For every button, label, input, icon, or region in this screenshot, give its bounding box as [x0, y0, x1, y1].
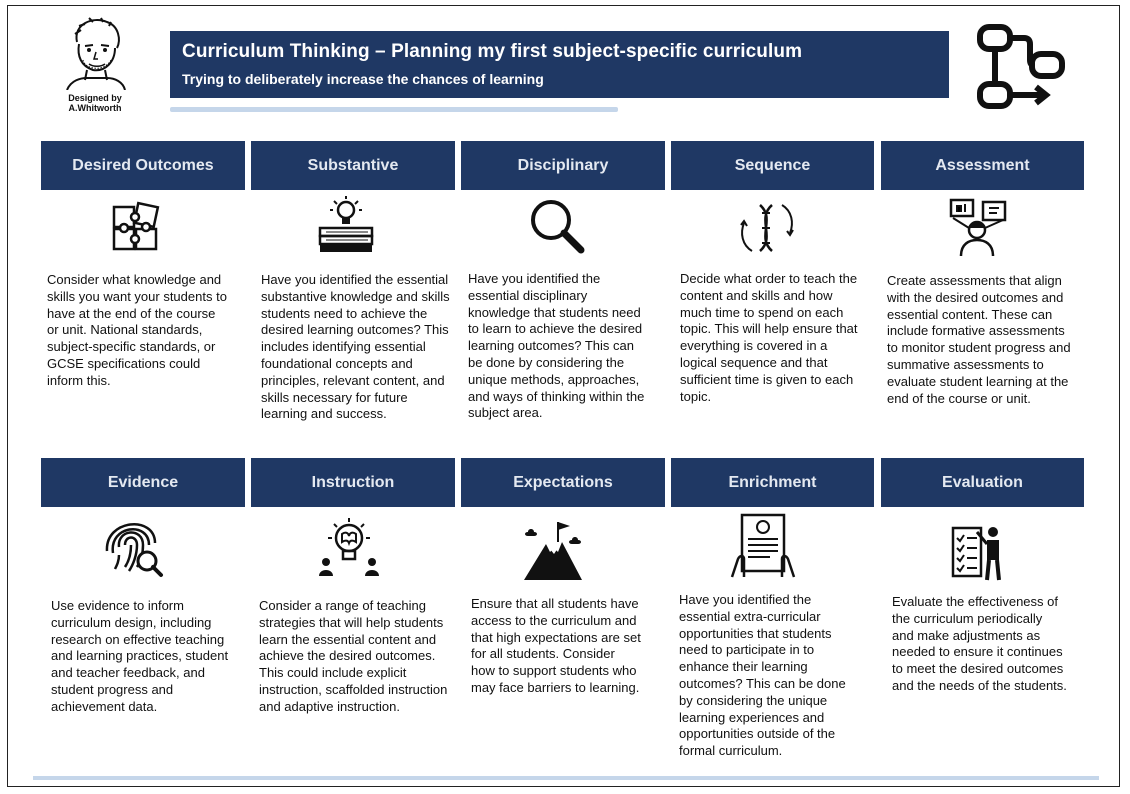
- designed-by-line1: Designed by: [68, 93, 122, 103]
- disciplinary-text: Have you identified the essential disciplinary knowledge that students need to learn to achieve the desired learning outcomes? This can be done by considering the unique methods, approaches, and ways of thinking within the subject area.: [468, 271, 645, 421]
- substantive-text: Have you identified the essential substantive knowledge and skills students need to achieve the desired learning outcomes? This includes identifying essential foundational concepts and principles, relevant content, and skills necessary for future learning and success.: [261, 272, 450, 422]
- header-disciplinary: Disciplinary: [461, 141, 665, 190]
- header-evidence: Evidence: [41, 458, 245, 507]
- assessment-person-icon: [943, 194, 1013, 264]
- header-desired-outcomes: Desired Outcomes: [41, 141, 245, 190]
- lightbulb-books-icon: [312, 192, 382, 262]
- header-sequence: Sequence: [671, 141, 874, 190]
- dna-cycle-icon: [732, 193, 802, 263]
- portrait-icon: [63, 12, 127, 90]
- enrichment-text: Have you identified the essential extra-curricular opportunities that students need to participate in to enhance their learning outcomes? This can be done by considering the unique learning experiences and opportunities outside of the formal curriculum.: [679, 592, 846, 759]
- assessment-text: Create assessments that align with the desired outcomes and essential content. These can include formative assessments to monitor student progress and summative assessments to evaluate student learning at the end of the course or unit.: [887, 273, 1071, 406]
- instruction-text: Consider a range of teaching strategies that will help students learn the essential content and achieve the desired outcomes. This could include explicit instruction, scaffolded instruction and adaptive instruction.: [259, 598, 448, 714]
- designed-by-name: A.Whitworth: [68, 103, 122, 113]
- header-substantive: Substantive: [251, 141, 455, 190]
- checklist-person-icon: [945, 516, 1015, 586]
- header-instruction: Instruction: [251, 458, 455, 507]
- fingerprint-icon: [97, 513, 167, 583]
- lightbulb-learners-icon: [314, 512, 384, 582]
- page-subtitle: Trying to deliberately increase the chances of learning: [182, 71, 544, 87]
- expectations-text: Ensure that all students have access to the curriculum and that high expectations are set for all students. Consider how to support students who may face barriers to learning.: [471, 596, 641, 695]
- bottom-divider: [33, 776, 1099, 780]
- header-expectations: Expectations: [461, 458, 665, 507]
- header-enrichment: Enrichment: [671, 458, 874, 507]
- mountain-flag-icon: [518, 514, 588, 584]
- flow-logo: [970, 22, 1070, 117]
- header-evaluation: Evaluation: [881, 458, 1084, 507]
- page-title: Curriculum Thinking – Planning my first subject-specific curriculum: [182, 41, 803, 62]
- flowchart-icon: [970, 22, 1070, 117]
- sequence-text: Decide what order to teach the content and skills and how much time to spend on each topic. This will help ensure that everything is covered in a logical sequence and that sufficient time is given to each topic.: [680, 271, 858, 404]
- certificate-icon: [728, 511, 798, 581]
- designer-logo: [55, 12, 135, 122]
- title-banner: [170, 31, 949, 98]
- evidence-text: Use evidence to inform curriculum design, including research on effective teaching and learning practices, student and teacher feedback, and student progress and achievement data.: [51, 598, 229, 714]
- puzzle-icon: [102, 193, 172, 263]
- header-assessment: Assessment: [881, 141, 1084, 190]
- title-underline: [170, 107, 618, 112]
- magnifier-icon: [523, 192, 593, 262]
- evaluation-text: Evaluate the effectiveness of the curriculum periodically and make adjustments as needed to ensure it continues to meet the desired outcomes and the needs of the students.: [892, 594, 1067, 693]
- designed-by-label: [55, 93, 135, 113]
- desired-outcomes-text: Consider what knowledge and skills you want your students to have at the end of the course or unit. National standards, subject-specific standards, or GCSE specifications could inform this.: [47, 272, 227, 388]
